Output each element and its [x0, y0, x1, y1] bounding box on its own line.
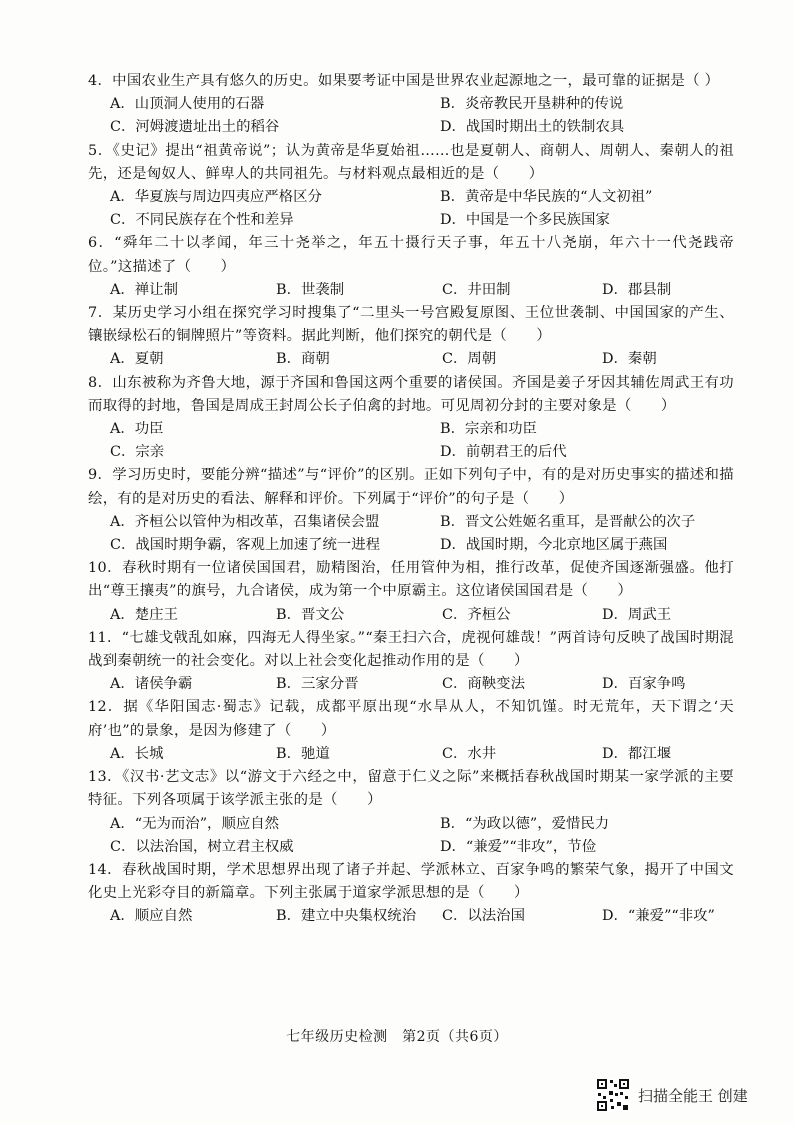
answer-option: D．“兼爱”“非攻”: [602, 908, 715, 925]
answer-option: C．河姆渡遗址出土的稻谷: [110, 119, 280, 136]
answer-option: B．炎帝教民开垦耕种的传说: [440, 96, 624, 113]
watermark-text: 扫描全能王 创建: [638, 1086, 748, 1105]
answer-option: A．齐桓公以管仲为相改革，召集诸侯会盟: [110, 513, 380, 530]
question-item: [88, 557, 734, 627]
answer-option: C．以法治国，树立君主权威: [110, 838, 294, 855]
question-item: [88, 696, 734, 766]
answer-option: A．诸侯争霸: [110, 676, 193, 693]
answer-option: B．商朝: [276, 351, 330, 368]
answer-option: D．周武王: [602, 606, 672, 623]
answer-option: D．前朝君王的后代: [440, 444, 567, 461]
question-stem: 14．春秋战国时期，学术思想界出现了诸子并起、学派林立、百家争鸣的繁荣气象，揭开了中国文化史上光彩夺目的新篇章。下列主张属于道家学派思想的是（ ）: [88, 861, 734, 902]
answer-option: B．黄帝是中华民族的“人文初祖”: [440, 189, 653, 206]
answer-option: C．周朝: [442, 351, 497, 368]
answer-option: B．建立中央集权统治: [276, 908, 417, 925]
answer-option: C．水井: [442, 745, 497, 762]
option-group: [110, 348, 734, 371]
question-item: [88, 70, 734, 140]
answer-option: C．不同民族存在个性和差异: [110, 212, 294, 229]
option-group: [110, 813, 734, 859]
option-group: [110, 279, 734, 302]
option-group: [110, 604, 734, 627]
question-stem: 13．《汉书·艺文志》以“游文于六经之中，留意于仁义之际”来概括春秋战国时期某一家学派的主要特征。下列各项属于该学派主张的是（ ）: [88, 769, 734, 809]
question-item: [88, 232, 734, 302]
answer-option: D．郡县制: [602, 281, 672, 298]
answer-option: A．夏朝: [110, 351, 164, 368]
answer-option: D．中国是一个多民族国家: [440, 212, 610, 229]
answer-option: A．禅让制: [110, 281, 178, 298]
option-group: [110, 418, 734, 464]
answer-option: C．井田制: [442, 281, 511, 298]
answer-option: C．以法治国: [442, 908, 525, 925]
page-footer: 七年级历史检测 第2页（共6页）: [286, 1029, 508, 1045]
answer-option: C．宗亲: [110, 444, 165, 461]
question-stem: 12．据《华阳国志·蜀志》记载，成都平原出现“水旱从人，不知饥馑。时无荒年，天下谓之‘天府’也”的景象，是因为修建了（ ）: [88, 699, 734, 739]
answer-option: A．功臣: [110, 421, 164, 438]
answer-option: A．华夏族与周边四夷应严格区分: [110, 189, 322, 206]
option-group: [110, 743, 734, 766]
answer-option: C．齐桓公: [442, 606, 511, 623]
answer-option: D．战国时期，今北京地区属于燕国: [440, 537, 668, 554]
question-item: [88, 766, 734, 859]
answer-option: A．顺应自然: [110, 908, 193, 925]
answer-option: B．晋文公姓姬名重耳，是晋献公的次子: [440, 513, 696, 530]
answer-option: B．世袭制: [276, 281, 345, 298]
option-group: [110, 905, 734, 928]
answer-option: B．驰道: [276, 745, 330, 762]
question-item: [88, 302, 734, 372]
answer-option: D．战国时期出土的铁制农具: [440, 119, 625, 136]
answer-option: D．“兼爱”“非攻”，节俭: [440, 838, 597, 855]
answer-option: A．山顶洞人使用的石器: [110, 96, 265, 113]
question-stem: 7．某历史学习小组在探究学习时搜集了“二里头一号宫殿复原图、王位世袭制、中国国家的产生、镶嵌绿松石的铜牌照片”等资料。据此判断，他们探究的朝代是（ ）: [88, 305, 734, 345]
answer-option: B．宗亲和功臣: [440, 421, 537, 438]
question-stem: 10．春秋时期有一位诸侯国国君，励精图治，任用管仲为相，推行改革，促使齐国逐渐强盛。他打出“尊王攘夷”的旗号，九合诸侯，成为第一个中原霸主。这位诸侯国国君是（ ）: [88, 560, 734, 600]
answer-option: B．三家分晋: [276, 676, 359, 693]
question-item: [88, 140, 734, 233]
answer-option: C．商鞅变法: [442, 676, 525, 693]
question-stem: 9．学习历史时，要能分辨“描述”与“评价”的区别。正如下列句子中，有的是对历史事实的描述和描绘，有的是对历史的看法、解释和评价。下列属于“评价”的句子是（ ）: [88, 467, 734, 507]
question-list: [88, 70, 734, 929]
scanner-watermark: [596, 1078, 748, 1112]
qr-code-icon: [596, 1078, 630, 1112]
option-group: [110, 673, 734, 696]
question-item: [88, 859, 734, 929]
question-stem: 11．“七雄戈戟乱如麻，四海无人得坐家。”“秦王扫六合，虎视何雄哉！”两首诗句反映了战国时期混战到秦朝统一的社会变化。对以上社会变化起推动作用的是（ ）: [88, 629, 734, 670]
question-stem: 5．《史记》提出“祖黄帝说”；认为黄帝是华夏始祖……也是夏朝人、商朝人、周朝人、秦朝人的祖先，还是匈奴人、鲜卑人的共同祖先。与材料观点最相近的是（ ）: [88, 142, 734, 182]
answer-option: A．“无为而治”，顺应自然: [110, 815, 280, 832]
answer-option: C．战国时期争霸，客观上加速了统一进程: [110, 537, 381, 554]
answer-option: D．都江堰: [602, 745, 672, 762]
option-group: [110, 93, 734, 139]
answer-option: B．“为政以德”，爱惜民力: [440, 815, 610, 832]
question-stem: 4．中国农业生产具有悠久的历史。如果要考证中国是世界农业起源地之一，最可靠的证据是（ ）: [88, 73, 720, 89]
answer-option: D．秦朝: [602, 351, 657, 368]
answer-option: B．晋文公: [276, 606, 345, 623]
question-stem: 6．“舜年二十以孝闻，年三十尧举之，年五十摄行天子事，年五十八尧崩，年六十一代尧践帝位。”这描述了（ ）: [88, 235, 734, 275]
question-item: [88, 372, 734, 465]
answer-option: A．长城: [110, 745, 164, 762]
answer-option: D．百家争鸣: [602, 676, 686, 693]
question-stem: 8．山东被称为齐鲁大地，源于齐国和鲁国这两个重要的诸侯国。齐国是姜子牙因其辅佐周武王有功而取得的封地，鲁国是周成王封周公长子伯禽的封地。可见周初分封的主要对象是（ ）: [88, 374, 734, 414]
question-item: [88, 627, 734, 697]
option-group: [110, 186, 734, 232]
option-group: [110, 511, 734, 557]
question-item: [88, 464, 734, 557]
answer-option: A．楚庄王: [110, 606, 178, 623]
